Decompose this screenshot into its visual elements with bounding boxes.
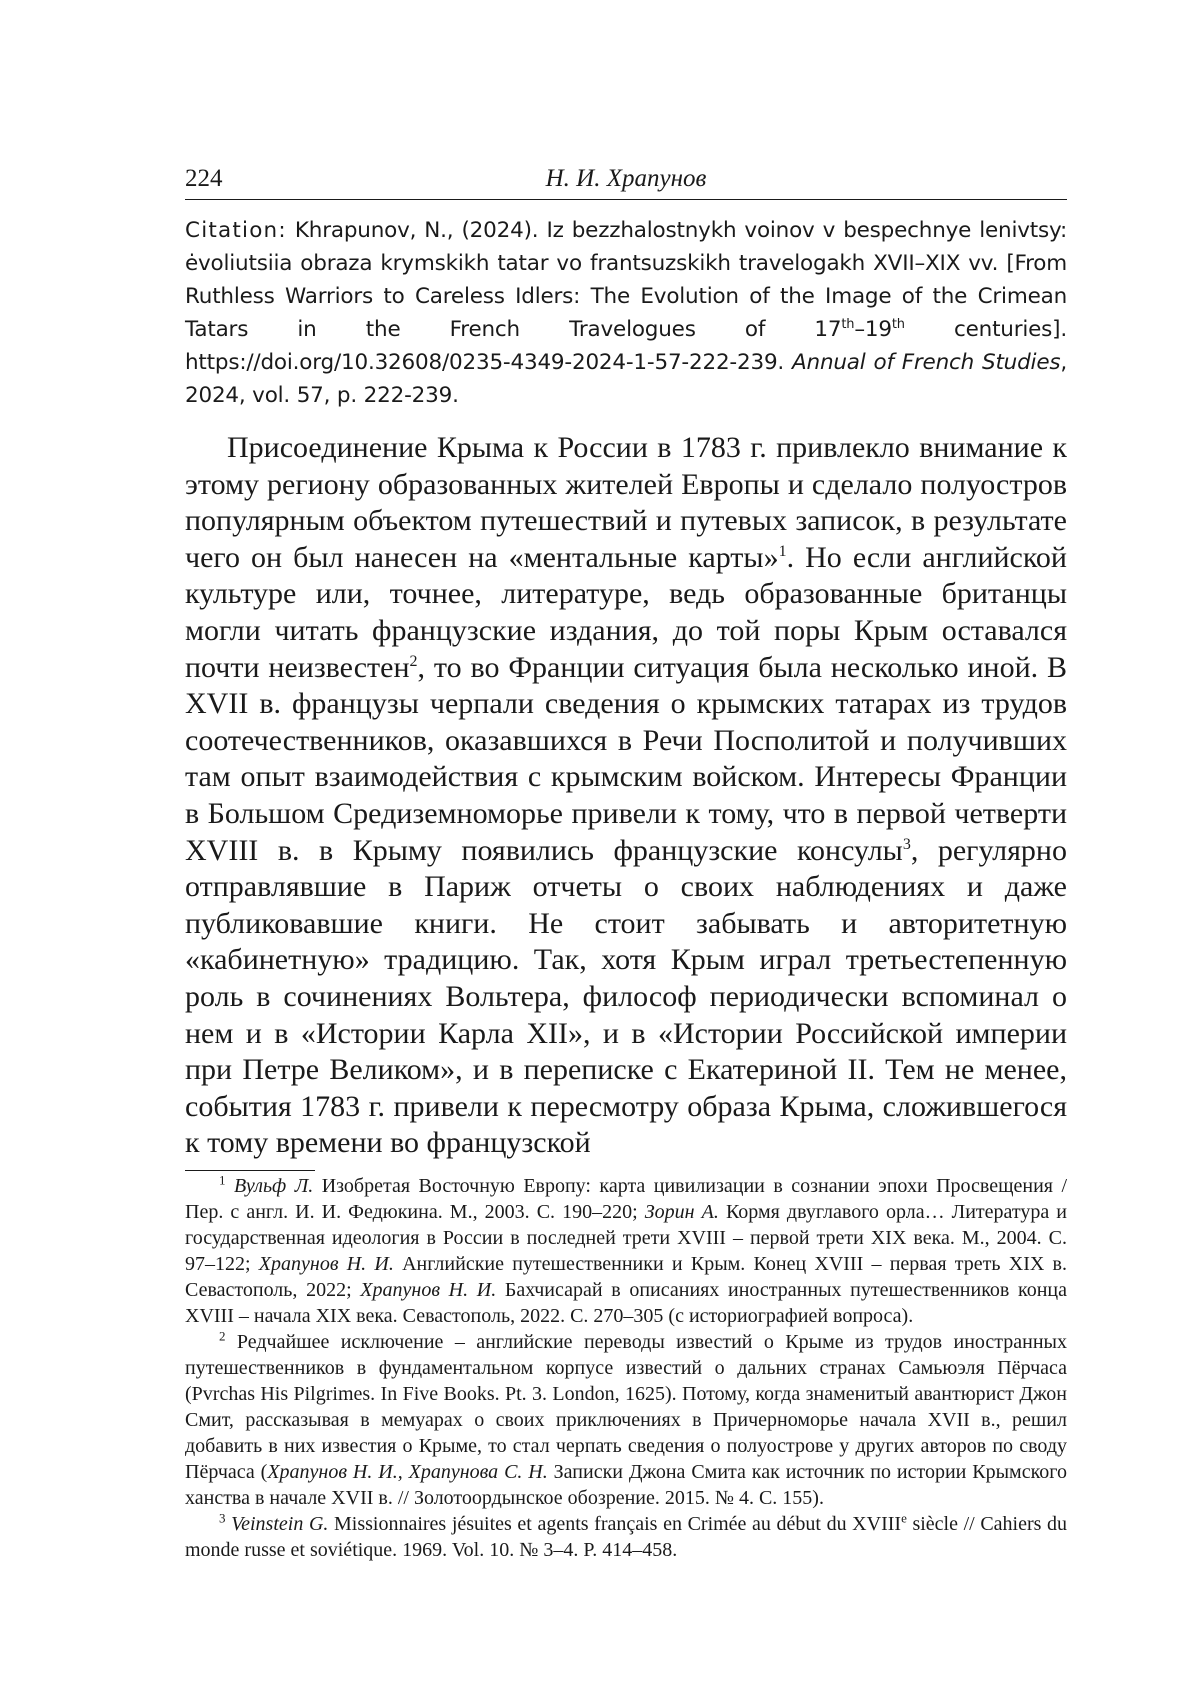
- citation-text: centuries].: [904, 317, 1067, 342]
- doi-link[interactable]: https://doi.org/10.32608/0235-4349-2024-1-57-222-239.: [185, 350, 785, 375]
- footnote-sup: e: [901, 1510, 907, 1526]
- footnote-text: Редчайшее исключение – английские переводы известий о Крыме из трудов иностранных путешественников в фундаментальном корпусе известий о дальних странах Самьюэля Пёрчаса (Pvrchas His Pilgrimes. In Five Books. Pt. 3. London, 1625). Потому, когда знаменитый авантюрист Джон Смит, рассказывая в мемуарах о своих приключениях в Причерноморье начала XVII в., решил добавить в них известия о Крыме, то стал черпать сведения о полуострове у других авторов по своду Пёрчаса (: [185, 1330, 1067, 1483]
- text-segment: Присоединение Крыма к России в 1783 г. привлекло внимание к этому региону образованных жителей Европы и сделало полуостров популярным объектом путешествий и путевых записок, в результате чего он был нанесен на «ментальные карты»: [185, 431, 1067, 574]
- footnote-number: 3: [219, 1510, 226, 1526]
- footnote-author: Veinstein G.: [231, 1512, 329, 1535]
- page-number: 224: [185, 165, 223, 192]
- footnote-author: Вульф Л.: [233, 1174, 314, 1197]
- footnote-text: Записки Джона Смита как источник по истории Крымского ханства в начале XVII в. // Золотоордынское обозрение. 2015. № 4. С. 155).: [185, 1460, 1067, 1509]
- citation-label: Citation:: [185, 218, 287, 243]
- footnote-number: 1: [219, 1172, 226, 1188]
- footnote-text: Английские путешественники и Крым. Конец XVIII – первая треть XIX в. Севастополь, 2022;: [185, 1252, 1067, 1301]
- citation-sup: th: [841, 316, 855, 332]
- footnote-2: [185, 1329, 1067, 1511]
- paragraph: [185, 430, 1067, 1162]
- citation-block: [185, 214, 1067, 412]
- text-segment: . Но если английской культуре или, точнее, литературе, ведь образованные британцы могли читать французские издания, до той поры Крым оставался почти неизвестен: [185, 540, 1067, 684]
- footnote-number: 2: [219, 1328, 226, 1344]
- main-text: [185, 430, 1067, 1162]
- footnote-author: Храпунов Н. И.: [258, 1252, 394, 1275]
- footnote-author: Храпунов Н. И.: [360, 1278, 497, 1301]
- footnote-1: [185, 1173, 1067, 1329]
- running-head-author: Н. И. Храпунов: [545, 165, 707, 192]
- page: [185, 155, 1067, 1563]
- running-head: [185, 155, 1067, 200]
- text-segment: , регулярно отправлявшие в Париж отчеты о своих наблюдениях и даже публиковавшие книги. Не стоит забывать и авторитетную «кабинетную» традицию. Так, хотя Крым играл третьестепенную роль в сочинениях Вольтера, философ периодически вспоминал о нем и в «Истории Карла XII», и в «Истории Российской империи при Петре Великом», и в переписке с Екатериной II. Тем не менее, события 1783 г. привели к пересмотру образа Крыма, сложившегося к тому времени во французской: [185, 833, 1067, 1160]
- footnote-3: [185, 1511, 1067, 1563]
- footnote-text: Изобретая Восточную Европу: карта цивилизации в сознании эпохи Просвещения / Пер. с англ. И. И. Федюкина. М., 2003. С. 190–220;: [185, 1174, 1068, 1223]
- footnote-ref-2[interactable]: 2: [409, 652, 418, 670]
- footnote-divider: [185, 1170, 315, 1171]
- footnotes: [185, 1173, 1067, 1563]
- footnote-text: Missionnaires jésuites et agents français en Crimée au début du XVIII: [328, 1512, 902, 1535]
- footnote-ref-3[interactable]: 3: [902, 835, 911, 853]
- journal-title: Annual of French Studies: [792, 350, 1061, 375]
- citation-text: Khrapunov, N., (2024). Iz bezzhalostnykh voinov v bespechnye lenivtsy: ėvoliutsiia obraza krymskikh tatar vo frantsuzskikh travelogakh XVII–XIX vv. [From Ruthless Warriors to Careless Idlers: The Evolution of the Image of the Crimean Tatars in the French Travelogues of 17: [185, 218, 1067, 342]
- citation-sup: th: [891, 316, 905, 332]
- text-segment: , то во Франции ситуация была несколько иной. В XVII в. французы черпали сведения о крымских татарах из трудов соотечественников, оказавшихся в Речи Посполитой и получивших там опыт взаимодействия с крымским войском. Интересы Франции в Большом Средиземноморье привели к тому, что в первой четверти XVIII в. в Крыму появились французские консулы: [185, 650, 1067, 867]
- footnote-text: Кормя двуглавого орла… Литература и государственная идеология в России в последней трети XVIII – первой трети XIX века. М., 2004. С. 97–122;: [185, 1200, 1068, 1275]
- citation-tail: , 2024, vol. 57, p. 222-239.: [185, 350, 1067, 408]
- footnote-author: Храпунов Н. И., Храпунова С. Н.: [267, 1460, 548, 1483]
- footnote-text: siècle // Cahiers du monde russe et soviétique. 1969. Vol. 10. № 3–4. P. 414–458.: [185, 1512, 1068, 1561]
- footnote-text: Бахчисарай в описаниях иностранных путешественников конца XVIII – начала XIX века. Севастополь, 2022. С. 270–305 (с историографией вопроса).: [185, 1278, 1067, 1327]
- footnote-author: Зорин А.: [644, 1200, 719, 1223]
- footnote-ref-1[interactable]: 1: [778, 542, 787, 560]
- citation-text: –19: [854, 317, 892, 342]
